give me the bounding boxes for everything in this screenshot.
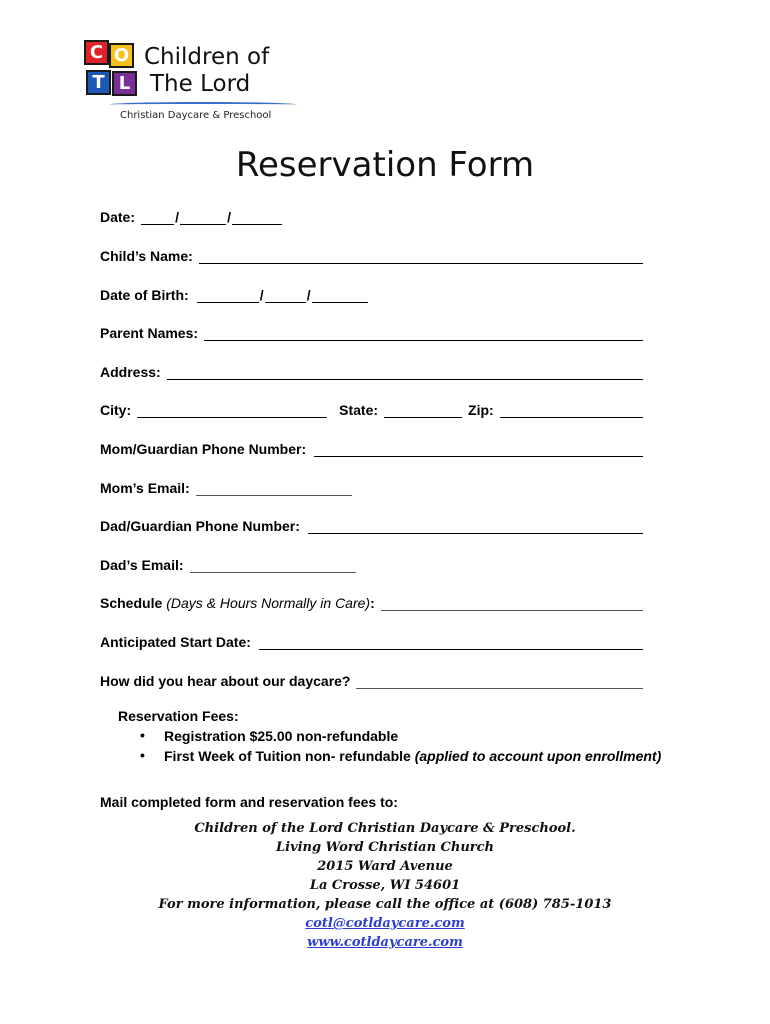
parent-names-field[interactable] xyxy=(204,326,643,341)
dad-email-row xyxy=(100,553,356,573)
logo-block-t: T xyxy=(86,70,111,95)
date-row: Date: / / xyxy=(100,205,282,225)
schedule-note: (Days & Hours Normally in Care) xyxy=(166,595,371,611)
dad-phone-field[interactable] xyxy=(308,519,643,534)
contact-phone-line: For more information, please call the office at (608) 785-1013 xyxy=(158,897,612,912)
start-date-row xyxy=(100,630,643,650)
logo-block-o: O xyxy=(109,43,134,68)
mail-instructions: Mail completed form and reservation fees to: xyxy=(100,794,398,810)
child-name-row xyxy=(100,244,643,264)
schedule-field[interactable] xyxy=(381,596,643,611)
logo-title-line2: The Lord xyxy=(150,71,251,97)
logo-subtitle: Christian Daycare & Preschool xyxy=(120,110,272,121)
hear-about-field[interactable] xyxy=(356,674,643,689)
logo-block-c: C xyxy=(84,40,109,65)
child-name-field[interactable] xyxy=(199,249,643,264)
address-line-church: Living Word Christian Church xyxy=(275,840,495,855)
fee-item-registration-text: Registration $25.00 non-refundable xyxy=(164,728,399,744)
parent-names-row xyxy=(100,321,643,341)
child-name-label: Child’s Name: xyxy=(100,248,193,264)
date-year-field[interactable] xyxy=(232,210,282,225)
cotl-logo xyxy=(82,38,297,126)
fee-item-tuition xyxy=(164,748,661,764)
start-date-field[interactable] xyxy=(259,635,643,650)
dad-phone-label: Dad/Guardian Phone Number: xyxy=(100,518,300,534)
fee-item-registration xyxy=(164,728,661,744)
mom-phone-field[interactable] xyxy=(314,442,643,457)
dob-year-field[interactable] xyxy=(312,288,368,303)
dad-email-label: Dad’s Email: xyxy=(100,557,184,573)
fee-item-tuition-text: First Week of Tuition non- refundable xyxy=(164,748,411,764)
dob-month-field[interactable] xyxy=(197,288,259,303)
fees-heading: Reservation Fees: xyxy=(118,708,239,724)
start-date-label: Anticipated Start Date: xyxy=(100,634,251,650)
state-field[interactable] xyxy=(384,403,462,418)
mailing-address-block xyxy=(0,819,770,952)
mom-email-field[interactable] xyxy=(196,481,352,496)
schedule-row xyxy=(100,591,643,611)
address-row xyxy=(100,360,643,380)
dob-label: Date of Birth: xyxy=(100,287,189,303)
mom-email-row xyxy=(100,476,352,496)
dad-email-field[interactable] xyxy=(190,558,356,573)
website-link[interactable]: www.cotldaycare.com xyxy=(307,935,463,950)
dad-phone-row xyxy=(100,514,643,534)
dob-day-field[interactable] xyxy=(265,288,306,303)
state-label: State: xyxy=(339,402,379,418)
date-month-field[interactable] xyxy=(141,210,174,225)
city-row xyxy=(100,398,643,418)
mom-email-label: Mom’s Email: xyxy=(100,480,190,496)
zip-label: Zip: xyxy=(468,402,494,418)
logo-swoosh xyxy=(110,102,296,107)
logo-block-l: L xyxy=(112,71,137,96)
logo-title-line1: Children of xyxy=(144,44,270,70)
zip-field[interactable] xyxy=(500,403,643,418)
date-label: Date: xyxy=(100,209,136,225)
schedule-label: Schedule xyxy=(100,595,163,611)
hear-about-row xyxy=(100,669,643,689)
city-label: City: xyxy=(100,402,132,418)
logo-title xyxy=(144,44,269,98)
contact-email-link[interactable]: cotl@cotldaycare.com xyxy=(305,916,465,931)
reservation-fees xyxy=(118,708,661,768)
mom-phone-row xyxy=(100,437,643,457)
address-line-city: La Crosse, WI 54601 xyxy=(309,878,461,893)
fees-list xyxy=(118,728,661,764)
page-title: Reservation Form xyxy=(235,145,535,185)
address-label: Address: xyxy=(100,364,161,380)
city-field[interactable] xyxy=(137,403,327,418)
date-day-field[interactable] xyxy=(180,210,226,225)
address-line-org: Children of the Lord Christian Daycare & Preschool. xyxy=(194,821,576,836)
parent-names-label: Parent Names: xyxy=(100,325,199,341)
fee-item-tuition-note: (applied to account upon enrollment) xyxy=(414,748,662,764)
hear-about-label: How did you hear about our daycare? xyxy=(100,673,351,689)
address-line-street: 2015 Ward Avenue xyxy=(317,859,453,874)
dob-row: Date of Birth: / / xyxy=(100,283,368,303)
schedule-colon: : xyxy=(370,595,375,611)
address-field[interactable] xyxy=(167,365,643,380)
mom-phone-label: Mom/Guardian Phone Number: xyxy=(100,441,307,457)
